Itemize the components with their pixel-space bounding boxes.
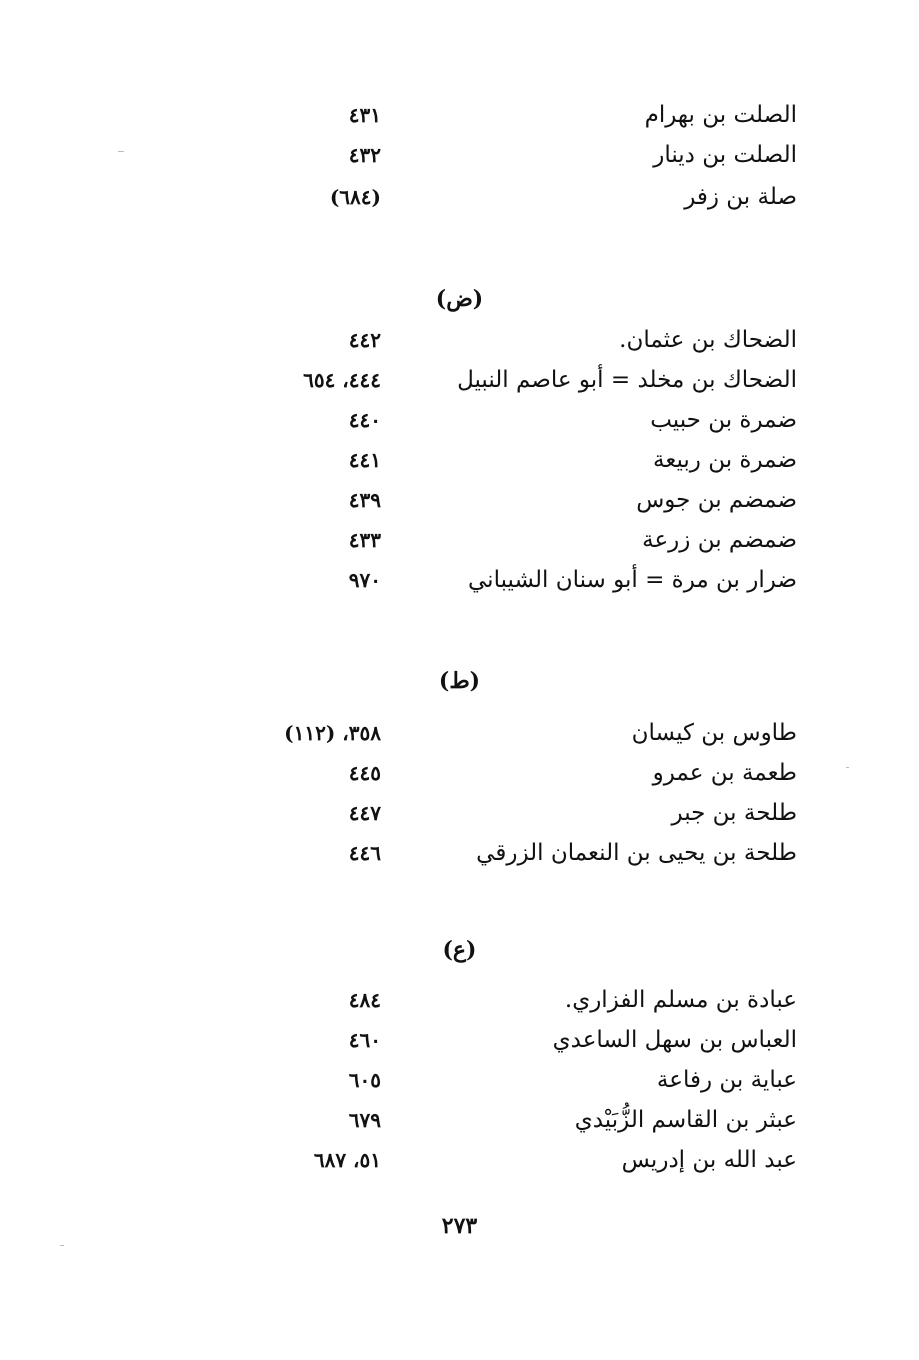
index-entry: [0, 793, 919, 833]
scan-speck: [118, 151, 124, 152]
entry-name: عبد الله بن إدريس: [621, 1147, 797, 1173]
entry-page-ref: ٤٣١: [348, 103, 381, 127]
index-entry: [0, 135, 919, 175]
entry-name: طعمة بن عمرو: [652, 760, 797, 786]
entry-name: طاوس بن كيسان: [631, 720, 797, 746]
entry-page-ref: (٦٨٤): [329, 185, 381, 209]
index-entry: [0, 1020, 919, 1060]
entry-name: الصلت بن دينار: [653, 142, 797, 168]
entry-name: صلة بن زفر: [684, 184, 797, 210]
entry-name: ضرار بن مرة = أبو سنان الشيباني: [468, 567, 797, 593]
entry-page-ref: ٤٣٩: [348, 488, 381, 512]
page-number: ٢٧٣: [441, 1213, 478, 1239]
section-heading: (ط): [438, 668, 481, 694]
index-entry: [0, 480, 919, 520]
entry-name: عبادة بن مسلم الفزاري.: [564, 987, 797, 1013]
index-entry: [0, 320, 919, 360]
entry-page-ref: ٦٧٩: [348, 1108, 381, 1132]
entry-page-ref: ٤٣٣: [348, 528, 381, 552]
entry-page-ref: ٥١، ٦٨٧: [313, 1148, 381, 1172]
entry-page-ref: ٤٦٠: [348, 1028, 381, 1052]
index-entry: [0, 400, 919, 440]
entry-page-ref: ٤٣٢: [348, 143, 381, 167]
section-heading: (ع): [442, 937, 477, 963]
entry-page-ref: ٣٥٨، (١١٢): [284, 721, 381, 745]
entry-name: عباية بن رفاعة: [656, 1067, 797, 1093]
index-entry: [0, 1060, 919, 1100]
entry-name: ضمضم بن زرعة: [642, 527, 797, 553]
index-entry: [0, 833, 919, 873]
entry-name: ضمرة بن ربيعة: [653, 447, 797, 473]
entry-page-ref: ٤٤٢: [348, 328, 381, 352]
entry-name: عبثر بن القاسم الزُّبَيْدي: [574, 1107, 797, 1133]
entry-page-ref: ٤٤٤، ٦٥٤: [303, 368, 381, 392]
entry-name: طلحة بن جبر: [671, 800, 797, 826]
index-entry: [0, 1140, 919, 1180]
entry-page-ref: ٤٤٥: [348, 761, 381, 785]
entry-name: الضحاك بن عثمان.: [619, 327, 797, 353]
entry-name: الصلت بن بهرام: [644, 102, 797, 128]
entry-name: الضحاك بن مخلد = أبو عاصم النبيل: [457, 367, 797, 393]
entry-name: العباس بن سهل الساعدي: [552, 1027, 797, 1053]
entry-page-ref: ٤٤٧: [348, 801, 381, 825]
entry-page-ref: ٤٤١: [348, 448, 381, 472]
index-entry: [0, 95, 919, 135]
index-entry: [0, 440, 919, 480]
index-entry: [0, 1100, 919, 1140]
index-entry: [0, 560, 919, 600]
index-entry: [0, 713, 919, 753]
index-entry: [0, 753, 919, 793]
entry-page-ref: ٤٤٦: [348, 841, 381, 865]
index-entry: [0, 360, 919, 400]
section-heading: (ض): [435, 286, 484, 312]
index-entry: [0, 980, 919, 1020]
scan-speck: [60, 1245, 64, 1246]
entry-page-ref: ٦٠٥: [348, 1068, 381, 1092]
entry-name: طلحة بن يحيى بن النعمان الزرقي: [476, 840, 797, 866]
entry-page-ref: ٤٨٤: [348, 988, 381, 1012]
entry-name: ضمضم بن جوس: [636, 487, 797, 513]
scan-speck: [846, 767, 849, 768]
index-entry: [0, 520, 919, 560]
entry-page-ref: ٤٤٠: [348, 408, 381, 432]
index-entry: [0, 177, 919, 217]
entry-page-ref: ٩٧٠: [348, 568, 381, 592]
entry-name: ضمرة بن حبيب: [650, 407, 797, 433]
